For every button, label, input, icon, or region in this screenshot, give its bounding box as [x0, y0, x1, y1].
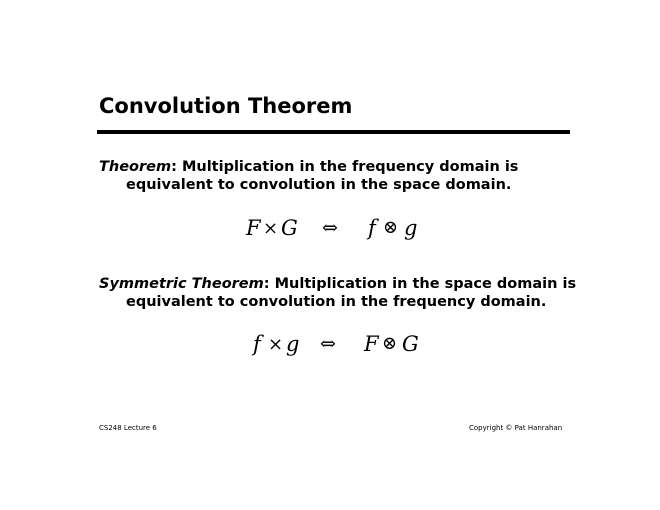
eq2-term-b: g: [286, 332, 300, 356]
footer-course-label: CS248 Lecture 6: [99, 424, 157, 432]
eq1-term-d: g: [404, 216, 418, 240]
eq1-convolution-symbol: ⊗: [383, 217, 399, 238]
theorem-label: Theorem: [99, 159, 172, 175]
theorem-text-line1: : Multiplication in the frequency domain is: [171, 159, 519, 175]
title-underline: [97, 130, 570, 134]
symmetric-text-line1: : Multiplication in the space domain is: [263, 276, 577, 292]
eq1-term-b: G: [281, 216, 298, 240]
symmetric-theorem-statement: [99, 275, 577, 311]
symmetric-theorem-label: Symmetric Theorem: [99, 276, 264, 292]
slide-title: Convolution Theorem: [99, 94, 353, 118]
theorem-statement: [99, 158, 569, 194]
eq2-times-symbol: ×: [268, 334, 284, 355]
eq1-times-symbol: ×: [263, 218, 279, 239]
eq2-term-d: G: [402, 332, 419, 356]
theorem-text-line2: equivalent to convolution in the space domain.: [126, 177, 512, 193]
eq1-term-a: F: [246, 216, 261, 240]
eq2-iff-symbol: ⇔: [320, 333, 336, 355]
footer-copyright: Copyright © Pat Hanrahan: [469, 424, 563, 432]
symmetric-text-line2: equivalent to convolution in the frequency domain.: [126, 294, 547, 310]
eq2-term-a: f: [253, 332, 261, 356]
eq2-term-c: F: [364, 332, 379, 356]
eq2-convolution-symbol: ⊗: [382, 333, 398, 354]
eq1-iff-symbol: ⇔: [322, 217, 338, 239]
eq1-term-c: f: [368, 216, 376, 240]
